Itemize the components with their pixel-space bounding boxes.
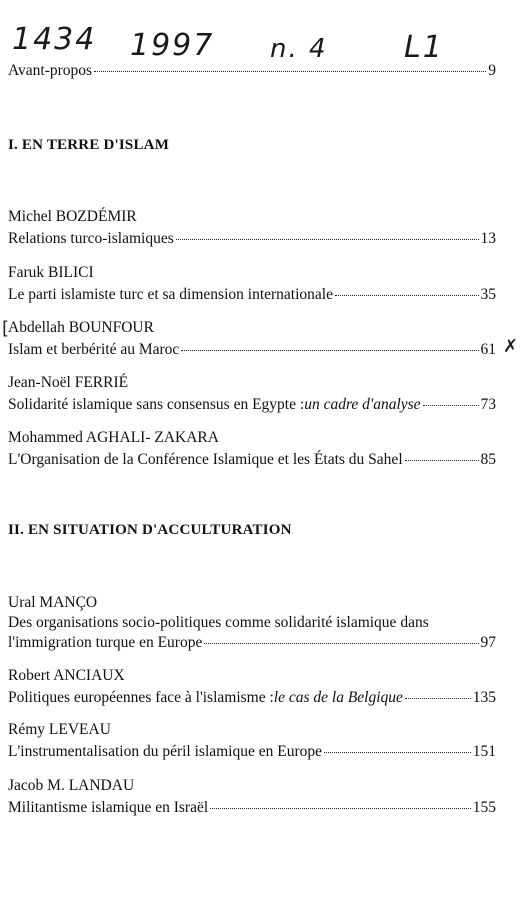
- entry-author: Jean-Noël FERRIÉ: [8, 374, 129, 391]
- toc-page: 85: [480, 451, 496, 468]
- dot-leader: [335, 295, 479, 296]
- toc-title: Solidarité islamique sans consensus en Egypte :: [8, 396, 305, 413]
- dot-leader: [94, 71, 486, 72]
- toc-subtitle: le cas de la Belgique: [273, 689, 403, 706]
- handwritten-year: 1997: [130, 28, 215, 63]
- toc-entry[interactable]: [8, 743, 496, 761]
- toc-page: 151: [472, 743, 496, 760]
- entry-author: Ural MANÇO: [8, 594, 98, 611]
- entry-author: Jacob M. LANDAU: [8, 777, 135, 794]
- toc-page: 155: [472, 799, 496, 816]
- toc-page: 13: [480, 230, 496, 247]
- toc-title: Relations turco-islamiques: [8, 230, 174, 247]
- toc-title: l'immigration turque en Europe: [8, 634, 203, 651]
- dot-leader: [176, 239, 479, 240]
- dot-leader: [181, 350, 478, 351]
- toc-entry[interactable]: [8, 286, 496, 304]
- toc-page: 61: [480, 341, 496, 358]
- section-heading-2: II. EN SITUATION D'ACCULTURATION: [8, 522, 292, 538]
- dot-leader: [423, 405, 479, 406]
- toc-subtitle: un cadre d'analyse: [304, 396, 421, 413]
- toc-title-line1: Des organisations socio-politiques comme solidarité islamique dans: [8, 614, 429, 631]
- entry-author: Rémy LEVEAU: [8, 721, 111, 738]
- toc-page: 9: [488, 62, 496, 79]
- toc-entry[interactable]: [8, 799, 496, 817]
- handwritten-code: L1: [404, 30, 444, 65]
- toc-entry[interactable]: [8, 451, 496, 469]
- handwritten-check-mark: ✗: [503, 336, 519, 357]
- handwritten-number-1: 1434: [12, 22, 97, 57]
- entry-author: Faruk BILICI: [8, 264, 94, 281]
- handwritten-bracket-mark: [: [2, 318, 10, 339]
- toc-page: 135: [472, 689, 496, 706]
- toc-page: 73: [480, 396, 496, 413]
- toc-title: L'Organisation de la Conférence Islamique et les États du Sahel: [8, 451, 403, 468]
- section-heading-1: I. EN TERRE D'ISLAM: [8, 137, 170, 153]
- dot-leader: [405, 698, 471, 699]
- dot-leader: [405, 460, 479, 461]
- toc-entry[interactable]: [8, 396, 496, 414]
- dot-leader: [204, 643, 478, 644]
- toc-title: Le parti islamiste turc et sa dimension internationale: [8, 286, 333, 303]
- toc-entry[interactable]: [8, 689, 496, 707]
- toc-page: 97: [480, 634, 496, 651]
- entry-author: Abdellah BOUNFOUR: [8, 319, 154, 336]
- toc-entry[interactable]: [8, 634, 496, 652]
- toc-page: 35: [480, 286, 496, 303]
- entry-author: Robert ANCIAUX: [8, 667, 125, 684]
- toc-title: L'instrumentalisation du péril islamique en Europe: [8, 743, 323, 760]
- entry-author: Michel BOZDÉMIR: [8, 208, 137, 225]
- toc-title: Militantisme islamique en Israël: [8, 799, 209, 816]
- toc-title: Islam et berbérité au Maroc: [8, 341, 180, 358]
- dot-leader: [210, 808, 471, 809]
- toc-title: Politiques européennes face à l'islamisme :: [8, 689, 274, 706]
- toc-entry[interactable]: [8, 341, 496, 359]
- dot-leader: [324, 752, 471, 753]
- toc-entry[interactable]: [8, 230, 496, 248]
- toc-title: Avant-propos: [8, 62, 93, 79]
- toc-avant-propos[interactable]: [8, 62, 496, 80]
- entry-author: Mohammed AGHALI- ZAKARA: [8, 429, 219, 446]
- handwritten-issue: n. 4: [270, 34, 328, 64]
